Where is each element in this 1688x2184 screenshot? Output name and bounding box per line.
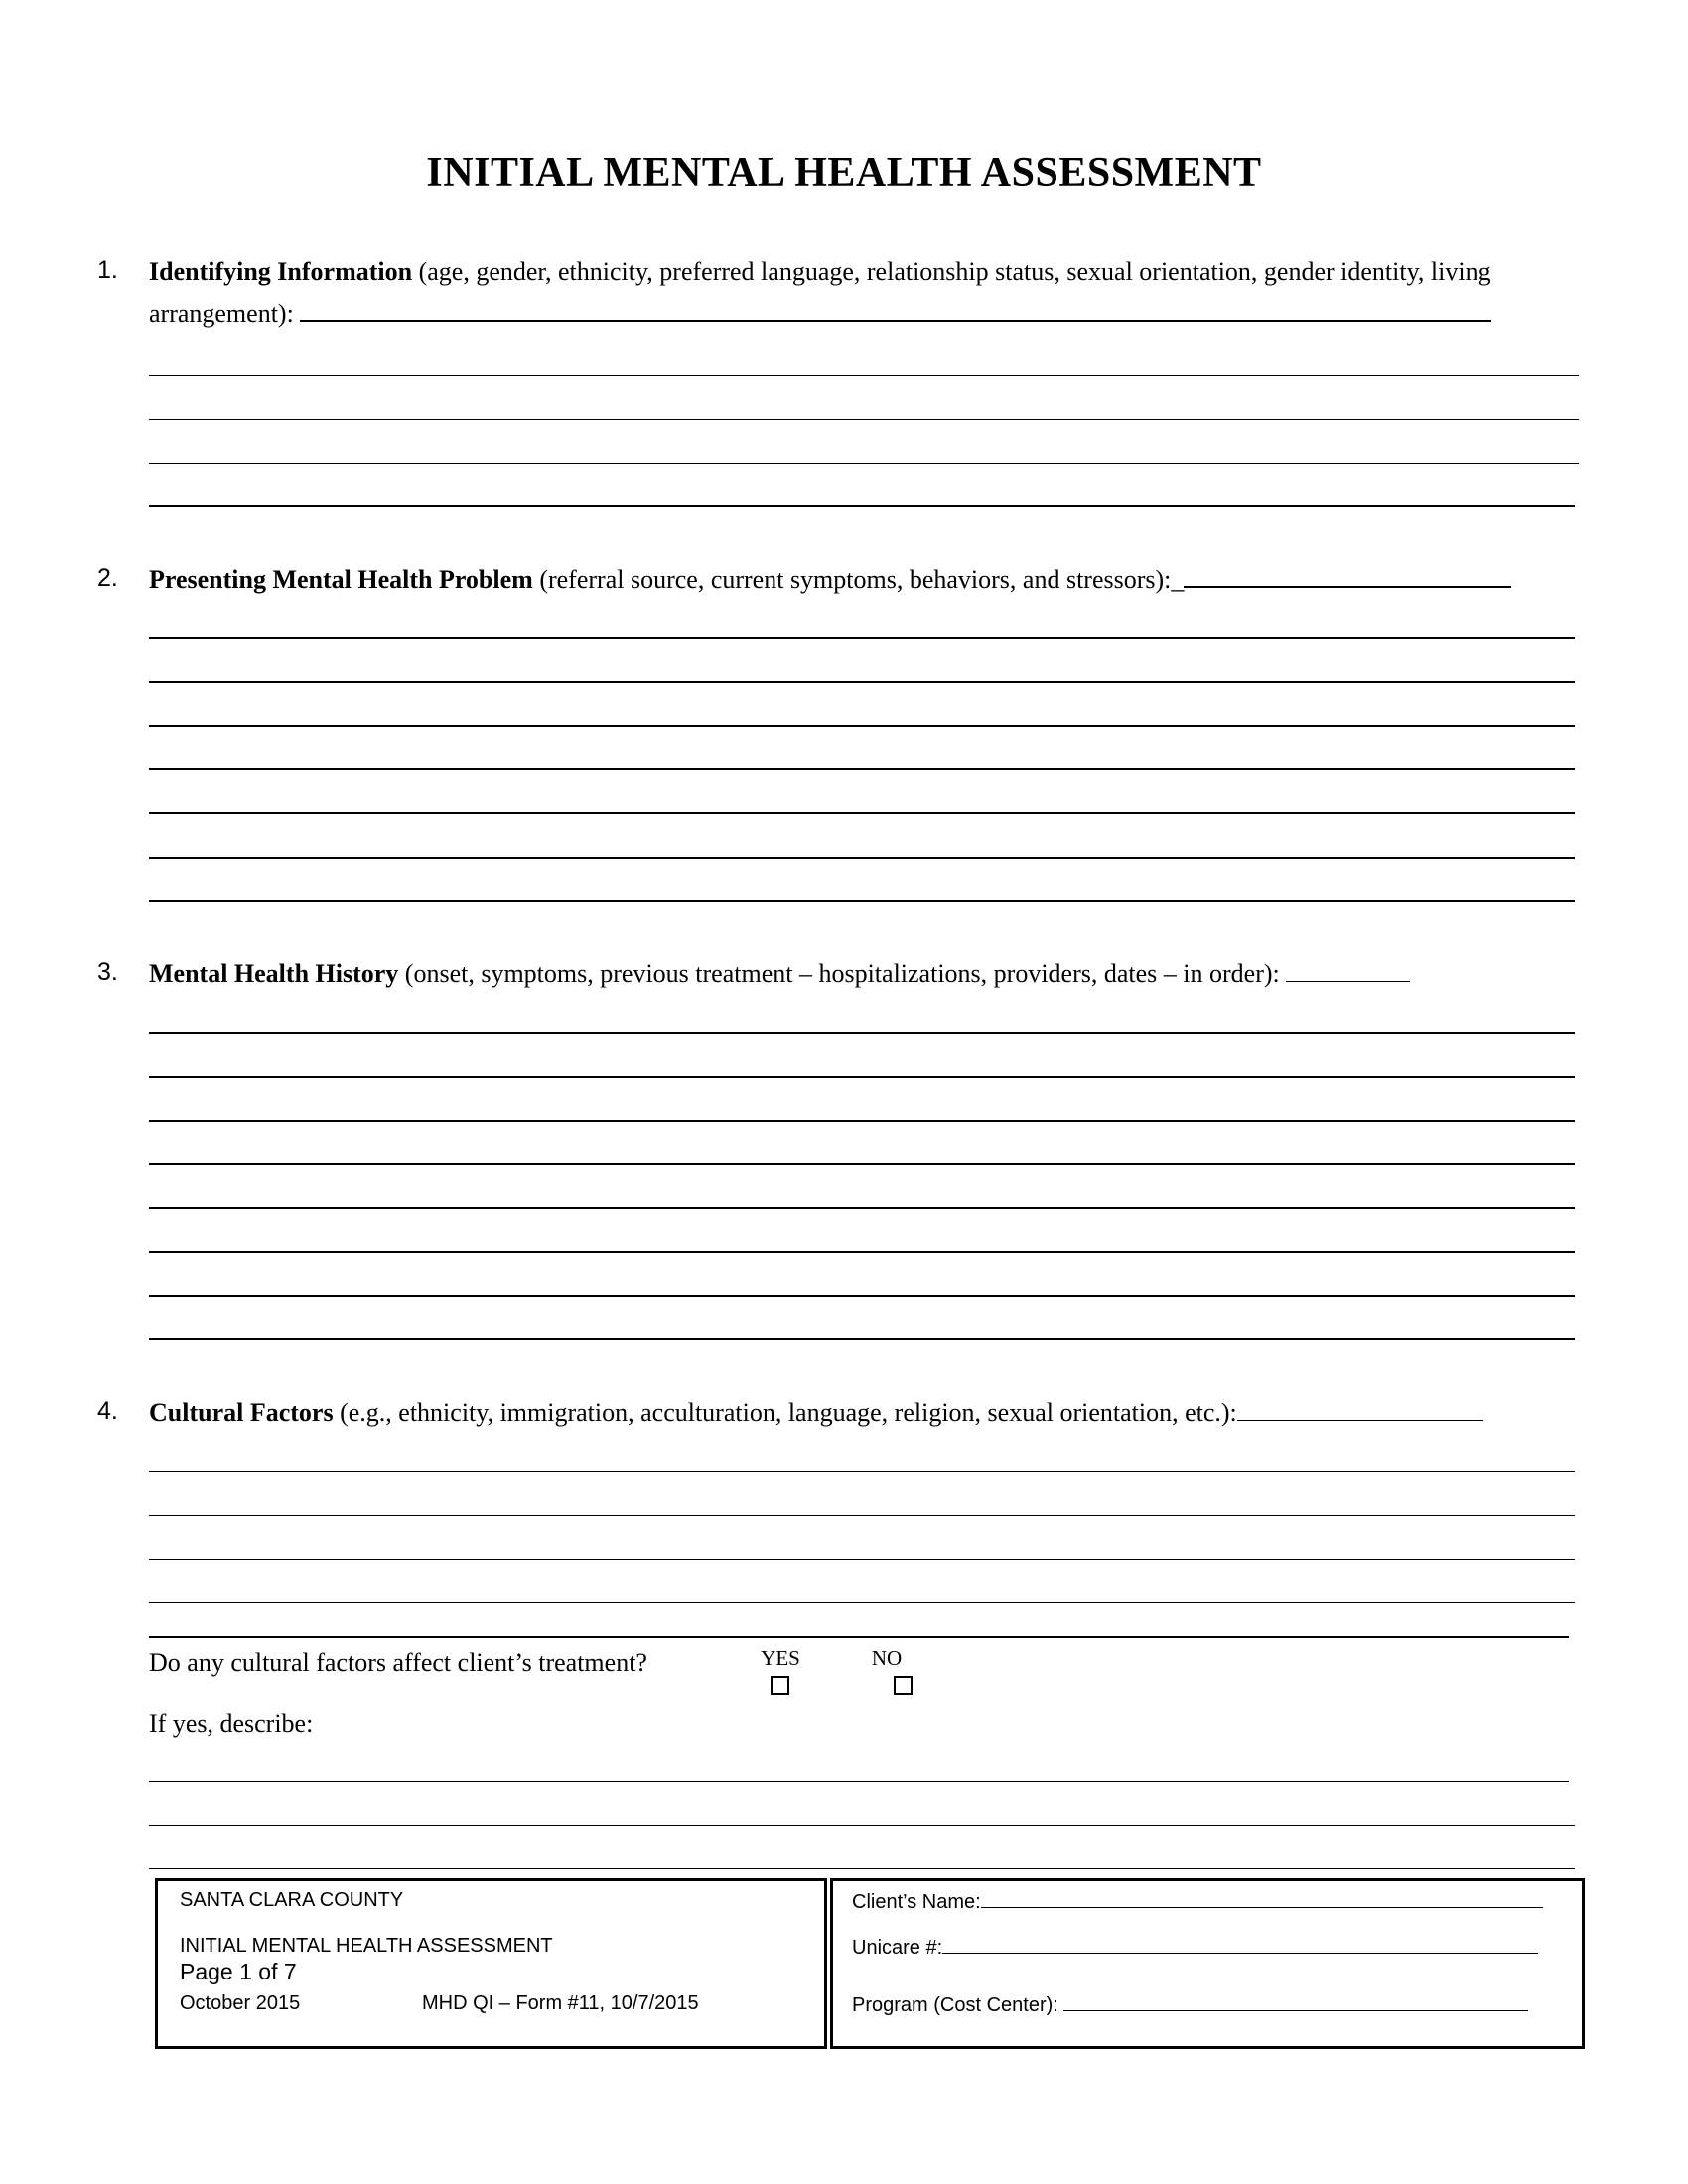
yes-checkbox[interactable] — [771, 1676, 789, 1695]
describe-answer-line-2[interactable] — [149, 1825, 1575, 1826]
section-4-answer-line-5[interactable] — [149, 1636, 1569, 1638]
client-name-field — [852, 1889, 1543, 1914]
section-2-answer-line[interactable] — [1184, 564, 1511, 588]
describe-answer-line-1[interactable] — [149, 1781, 1569, 1782]
section-1-answer-line-4[interactable] — [149, 505, 1575, 507]
if-yes-describe-label: If yes, describe: — [149, 1709, 314, 1738]
section-1-number: 1. — [97, 256, 118, 284]
footer-date: October 2015 — [180, 1992, 301, 2014]
section-3-answer-line-6[interactable] — [149, 1251, 1575, 1253]
section-4-answer-line[interactable] — [1237, 1398, 1483, 1421]
section-3-answer-line-5[interactable] — [149, 1207, 1575, 1209]
section-3-answer-line-7[interactable] — [149, 1295, 1575, 1297]
section-1-answer-line-3[interactable] — [149, 463, 1579, 464]
section-2-answer-line-1[interactable] — [149, 637, 1575, 639]
section-3-answer-line-2[interactable] — [149, 1076, 1575, 1078]
section-3-answer-line[interactable] — [1286, 959, 1410, 982]
footer-form-info-box — [155, 1878, 827, 2049]
section-1-heading: Identifying Information — [149, 257, 413, 286]
cultural-question-text: Do any cultural factors affect client’s treatment? — [149, 1648, 647, 1677]
section-1-question-cont — [149, 293, 1491, 335]
footer-county: SANTA CLARA COUNTY — [180, 1889, 404, 1911]
client-name-label: Client’s Name: — [852, 1891, 981, 1913]
program-field — [852, 1992, 1528, 2017]
section-3-question — [149, 953, 1410, 995]
section-4-answer-line-3[interactable] — [149, 1559, 1575, 1560]
section-2-answer-line-6[interactable] — [149, 857, 1575, 859]
section-4-number: 4. — [97, 1397, 118, 1425]
section-1-question — [149, 251, 1491, 293]
no-label: NO — [871, 1646, 903, 1670]
unicare-label: Unicare #: — [852, 1937, 943, 1959]
section-3-answer-line-4[interactable] — [149, 1163, 1575, 1165]
footer-form-id: MHD QI – Form #11, 10/7/2015 — [422, 1992, 699, 2014]
section-1-description: (age, gender, ethnicity, preferred language, relationship status, sexual orientation, gender identity, living — [418, 257, 1491, 286]
section-3-description: (onset, symptoms, previous treatment – hospitalizations, providers, dates – in order): — [404, 959, 1280, 988]
section-4-heading: Cultural Factors — [149, 1398, 334, 1427]
client-name-input[interactable] — [981, 1889, 1543, 1908]
section-2-answer-line-4[interactable] — [149, 768, 1575, 770]
program-label: Program (Cost Center): — [852, 1994, 1058, 2016]
no-checkbox[interactable] — [894, 1676, 913, 1695]
section-3-number: 3. — [97, 958, 118, 986]
section-2-heading: Presenting Mental Health Problem — [149, 565, 533, 594]
unicare-field — [852, 1935, 1538, 1960]
section-4-answer-line-4[interactable] — [149, 1602, 1575, 1603]
footer-page-number: Page 1 of 7 — [180, 1959, 297, 1984]
section-2-question — [149, 559, 1511, 601]
section-2-answer-line-5[interactable] — [149, 812, 1575, 814]
section-2-answer-line-2[interactable] — [149, 681, 1575, 683]
section-2-answer-line-7[interactable] — [149, 900, 1575, 902]
yes-label: YES — [761, 1646, 800, 1670]
section-4-answer-line-1[interactable] — [149, 1471, 1575, 1472]
section-4-answer-line-2[interactable] — [149, 1515, 1575, 1516]
program-input[interactable] — [1063, 1992, 1528, 2011]
section-3-answer-line-8[interactable] — [149, 1338, 1575, 1340]
describe-answer-line-3[interactable] — [149, 1868, 1575, 1869]
section-3-answer-line-3[interactable] — [149, 1120, 1575, 1122]
section-1-description-cont: arrangement): — [149, 299, 294, 328]
section-2-description: (referral source, current symptoms, behaviors, and stressors):_ — [539, 565, 1185, 594]
section-2-answer-line-3[interactable] — [149, 725, 1575, 727]
section-1-answer-line-1[interactable] — [149, 375, 1579, 376]
footer-client-box — [830, 1878, 1585, 2049]
section-3-heading: Mental Health History — [149, 959, 399, 988]
section-2-number: 2. — [97, 564, 118, 592]
section-3-answer-line-1[interactable] — [149, 1032, 1575, 1034]
section-4-description: (e.g., ethnicity, immigration, acculturation, language, religion, sexual orientation, etc.): — [340, 1398, 1237, 1427]
unicare-input[interactable] — [942, 1935, 1538, 1954]
section-1-answer-line[interactable] — [300, 298, 1491, 322]
page-title: INITIAL MENTAL HEALTH ASSESSMENT — [426, 150, 1262, 196]
section-1-answer-line-2[interactable] — [149, 419, 1579, 420]
section-4-question — [149, 1392, 1483, 1433]
footer-form-title: INITIAL MENTAL HEALTH ASSESSMENT — [180, 1935, 553, 1957]
